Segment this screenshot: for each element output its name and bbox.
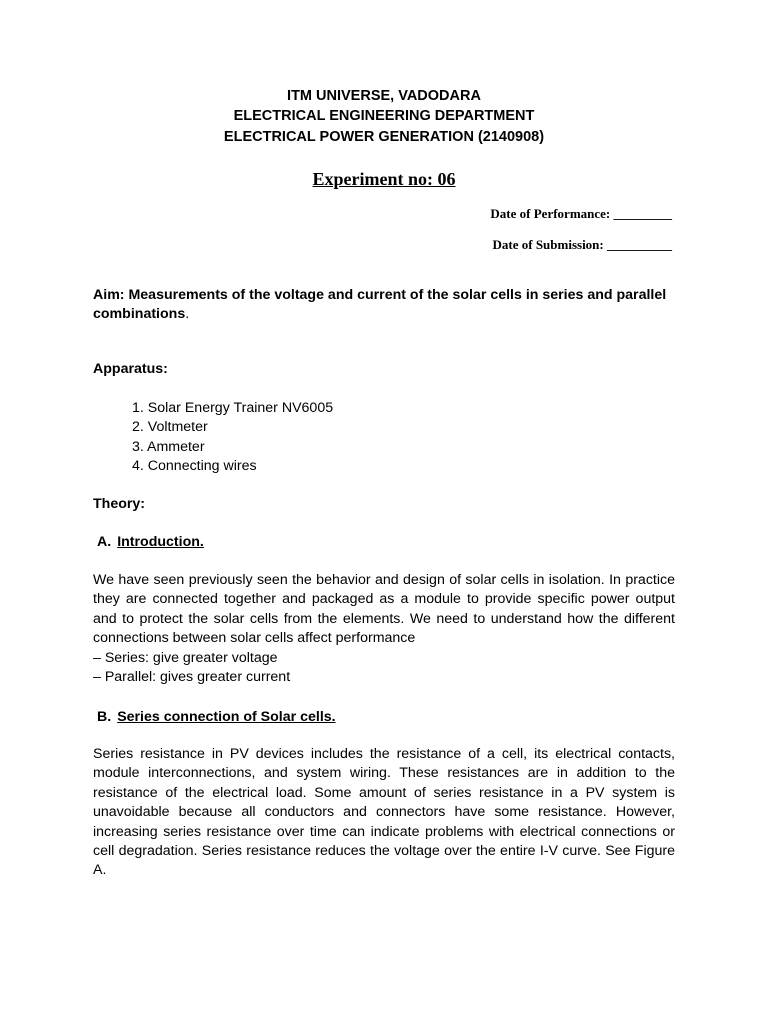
section-b-title: Series connection of Solar cells. bbox=[117, 709, 336, 725]
section-a-title: Introduction. bbox=[117, 534, 204, 550]
department-heading: ELECTRICAL ENGINEERING DEPARTMENT bbox=[233, 108, 535, 124]
theory-label: Theory: bbox=[93, 496, 146, 512]
apparatus-list bbox=[132, 399, 333, 477]
list-item: 1. Solar Energy Trainer NV6005 bbox=[132, 400, 334, 416]
section-a-heading bbox=[97, 534, 204, 550]
aim-period: . bbox=[185, 306, 190, 323]
course-heading: ELECTRICAL POWER GENERATION (2140908) bbox=[223, 129, 545, 145]
introduction-paragraph bbox=[93, 571, 675, 687]
section-b-letter: B. bbox=[97, 709, 112, 725]
aim-statement bbox=[93, 286, 675, 325]
section-a-letter: A. bbox=[97, 534, 112, 550]
apparatus-label: Apparatus: bbox=[93, 361, 168, 377]
parallel-point: – Parallel: gives greater current bbox=[93, 669, 291, 686]
list-item: 2. Voltmeter bbox=[132, 419, 208, 436]
section-b-heading bbox=[97, 709, 336, 725]
aim-text: Aim: Measurements of the voltage and current of the solar cells in series and parallel combinations bbox=[93, 287, 667, 323]
date-of-performance: Date of Performance: _________ bbox=[490, 206, 672, 221]
list-item: 3. Ammeter bbox=[132, 438, 205, 455]
introduction-text: We have seen previously seen the behavior and design of solar cells in isolation. In practice they are connected together and packaged as a module to provide specific power output and to protect the solar cells from the elements. We need to understand how the different connections between solar cells affect performance bbox=[93, 572, 675, 647]
series-point: – Series: give greater voltage bbox=[93, 649, 278, 666]
date-of-submission: Date of Submission: __________ bbox=[492, 237, 672, 252]
list-item: 4. Connecting wires bbox=[132, 458, 257, 475]
institution-heading: ITM UNIVERSE, VADODARA bbox=[287, 88, 481, 104]
series-connection-paragraph: Series resistance in PV devices includes the resistance of a cell, its electrical contacts, module interconnections, and system wiring. These resistances are in addition to the resistance of the electrical load. Some amount of series resistance in a PV system is unavoidable because all conductors and connectors have some resistance. However, increasing series resistance over time can indicate problems with electrical connections or cell degradation. Series resistance reduces the voltage over the entire I-V curve. See Figure A. bbox=[93, 746, 675, 879]
experiment-title: Experiment no: 06 bbox=[312, 169, 456, 189]
